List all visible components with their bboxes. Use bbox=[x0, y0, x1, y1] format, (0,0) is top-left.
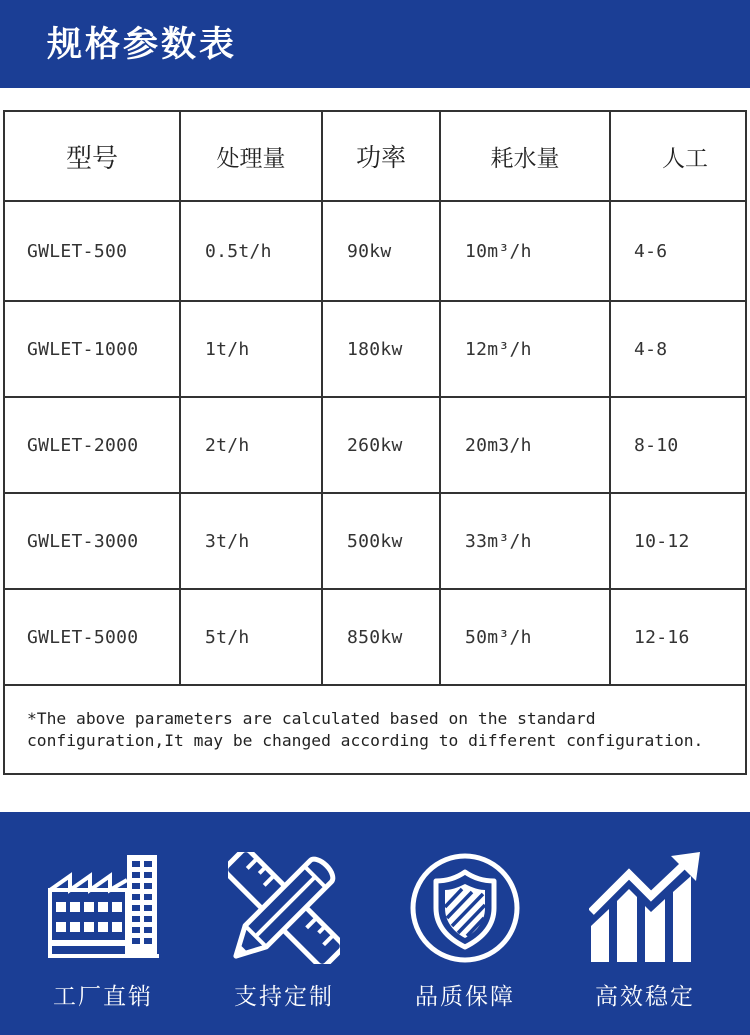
feature-label: 品质保障 bbox=[415, 984, 515, 1010]
feature-customization bbox=[214, 852, 354, 1011]
shield-icon bbox=[409, 852, 521, 964]
footnote bbox=[5, 686, 747, 775]
feature-label: 支持定制 bbox=[234, 984, 334, 1010]
factory-icon bbox=[47, 852, 159, 964]
labor-cell: 4-8 bbox=[611, 302, 747, 398]
power-cell: 90kw bbox=[323, 202, 441, 302]
column-header-capacity: 处理量 bbox=[181, 112, 323, 202]
header-banner bbox=[0, 0, 750, 88]
capacity-cell: 2t/h bbox=[181, 398, 323, 494]
power-cell: 180kw bbox=[323, 302, 441, 398]
labor-cell: 10-12 bbox=[611, 494, 747, 590]
water-cell: 12m³/h bbox=[441, 302, 611, 398]
water-cell: 50m³/h bbox=[441, 590, 611, 686]
capacity-cell: 3t/h bbox=[181, 494, 323, 590]
capacity-cell: 5t/h bbox=[181, 590, 323, 686]
column-header-labor: 人工 bbox=[611, 112, 747, 202]
labor-cell: 12-16 bbox=[611, 590, 747, 686]
feature-quality-assurance bbox=[395, 852, 535, 1011]
spec-table bbox=[3, 110, 747, 775]
model-cell: GWLET-500 bbox=[5, 202, 181, 302]
column-header-model: 型号 bbox=[5, 112, 181, 202]
feature-efficient-stable bbox=[575, 852, 715, 1011]
pencil-ruler-icon bbox=[228, 852, 340, 964]
labor-cell: 4-6 bbox=[611, 202, 747, 302]
water-cell: 33m³/h bbox=[441, 494, 611, 590]
footnote-line-1: *The above parameters are calculated based on the standard bbox=[27, 708, 596, 728]
column-header-water: 耗水量 bbox=[441, 112, 611, 202]
water-cell: 10m³/h bbox=[441, 202, 611, 302]
growth-chart-icon bbox=[589, 852, 701, 964]
feature-label: 工厂直销 bbox=[53, 984, 153, 1010]
model-cell: GWLET-2000 bbox=[5, 398, 181, 494]
feature-factory-direct bbox=[33, 852, 173, 1011]
capacity-cell: 1t/h bbox=[181, 302, 323, 398]
feature-label: 高效稳定 bbox=[595, 984, 695, 1010]
model-cell: GWLET-5000 bbox=[5, 590, 181, 686]
power-cell: 260kw bbox=[323, 398, 441, 494]
labor-cell: 8-10 bbox=[611, 398, 747, 494]
footnote-line-2: configuration,It may be changed according to different configuration. bbox=[27, 730, 704, 750]
model-cell: GWLET-1000 bbox=[5, 302, 181, 398]
water-cell: 20m3/h bbox=[441, 398, 611, 494]
power-cell: 850kw bbox=[323, 590, 441, 686]
capacity-cell: 0.5t/h bbox=[181, 202, 323, 302]
page-title: 规格参数表 bbox=[47, 25, 238, 65]
column-header-power: 功率 bbox=[323, 112, 441, 202]
power-cell: 500kw bbox=[323, 494, 441, 590]
model-cell: GWLET-3000 bbox=[5, 494, 181, 590]
